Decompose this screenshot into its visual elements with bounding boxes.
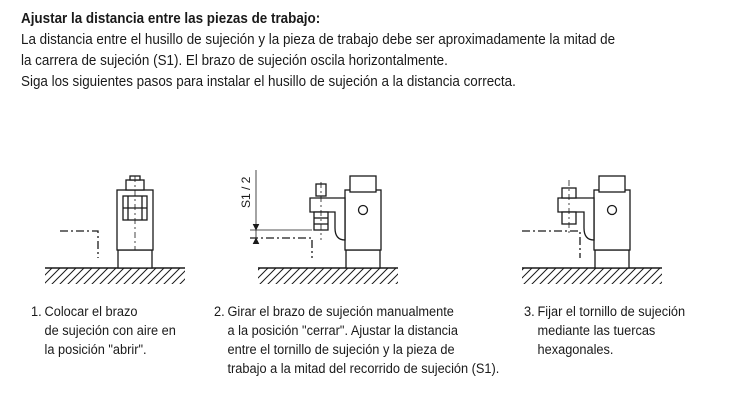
- step-number: 1.: [31, 304, 42, 320]
- step-number: 2.: [214, 304, 225, 320]
- section-heading: Ajustar la distancia entre las piezas de trabajo:: [21, 11, 321, 27]
- step-1: [31, 303, 176, 360]
- step-line: hexagonales.: [537, 342, 614, 358]
- step-line: trabajo a la mitad del recorrido de sujeción (S1).: [227, 361, 500, 377]
- intro-line-2: la carrera de sujeción (S1). El brazo de sujeción oscila horizontalmente.: [21, 53, 448, 69]
- workpiece-line: [60, 231, 98, 258]
- base-block: [118, 250, 152, 268]
- workpiece-line: [522, 231, 580, 258]
- step-line: Girar el brazo de sujeción manualmente: [227, 304, 454, 320]
- base-block: [595, 250, 629, 268]
- base-block: [346, 250, 380, 268]
- step-line: a la posición "cerrar". Ajustar la distancia: [227, 323, 458, 339]
- intro-line-1: La distancia entre el husillo de sujeción y la pieza de trabajo debe ser aproximadamente la mitad de: [21, 32, 616, 48]
- step-line: entre el tornillo de sujeción y la pieza de: [227, 342, 455, 358]
- ground-hatch: [522, 268, 662, 284]
- step-line: la posición "abrir".: [44, 342, 147, 358]
- workpiece-line: [250, 238, 312, 258]
- step-3: [524, 303, 685, 360]
- figure-3-fix-screw: [522, 176, 662, 284]
- step-line: Colocar el brazo: [44, 304, 138, 320]
- intro-text: [21, 9, 679, 93]
- intro-line-3: Siga los siguientes pasos para instalar el husillo de sujeción a la distancia correcta.: [21, 74, 516, 90]
- installation-diagram: [0, 160, 750, 295]
- clamp-body: [594, 190, 630, 250]
- step-2: [214, 303, 499, 379]
- ground-hatch: [258, 268, 398, 284]
- step-number: 3.: [524, 304, 535, 320]
- step-line: mediante las tuercas: [537, 323, 656, 339]
- clamp-body: [345, 190, 381, 250]
- step-line: Fijar el tornillo de sujeción: [537, 304, 686, 320]
- figure-2-close-position: [250, 170, 398, 284]
- figure-1-open-position: [45, 176, 185, 284]
- step-line: de sujeción con aire en: [44, 323, 176, 339]
- dimension-label: S1 / 2: [239, 176, 253, 208]
- ground-hatch: [45, 268, 185, 284]
